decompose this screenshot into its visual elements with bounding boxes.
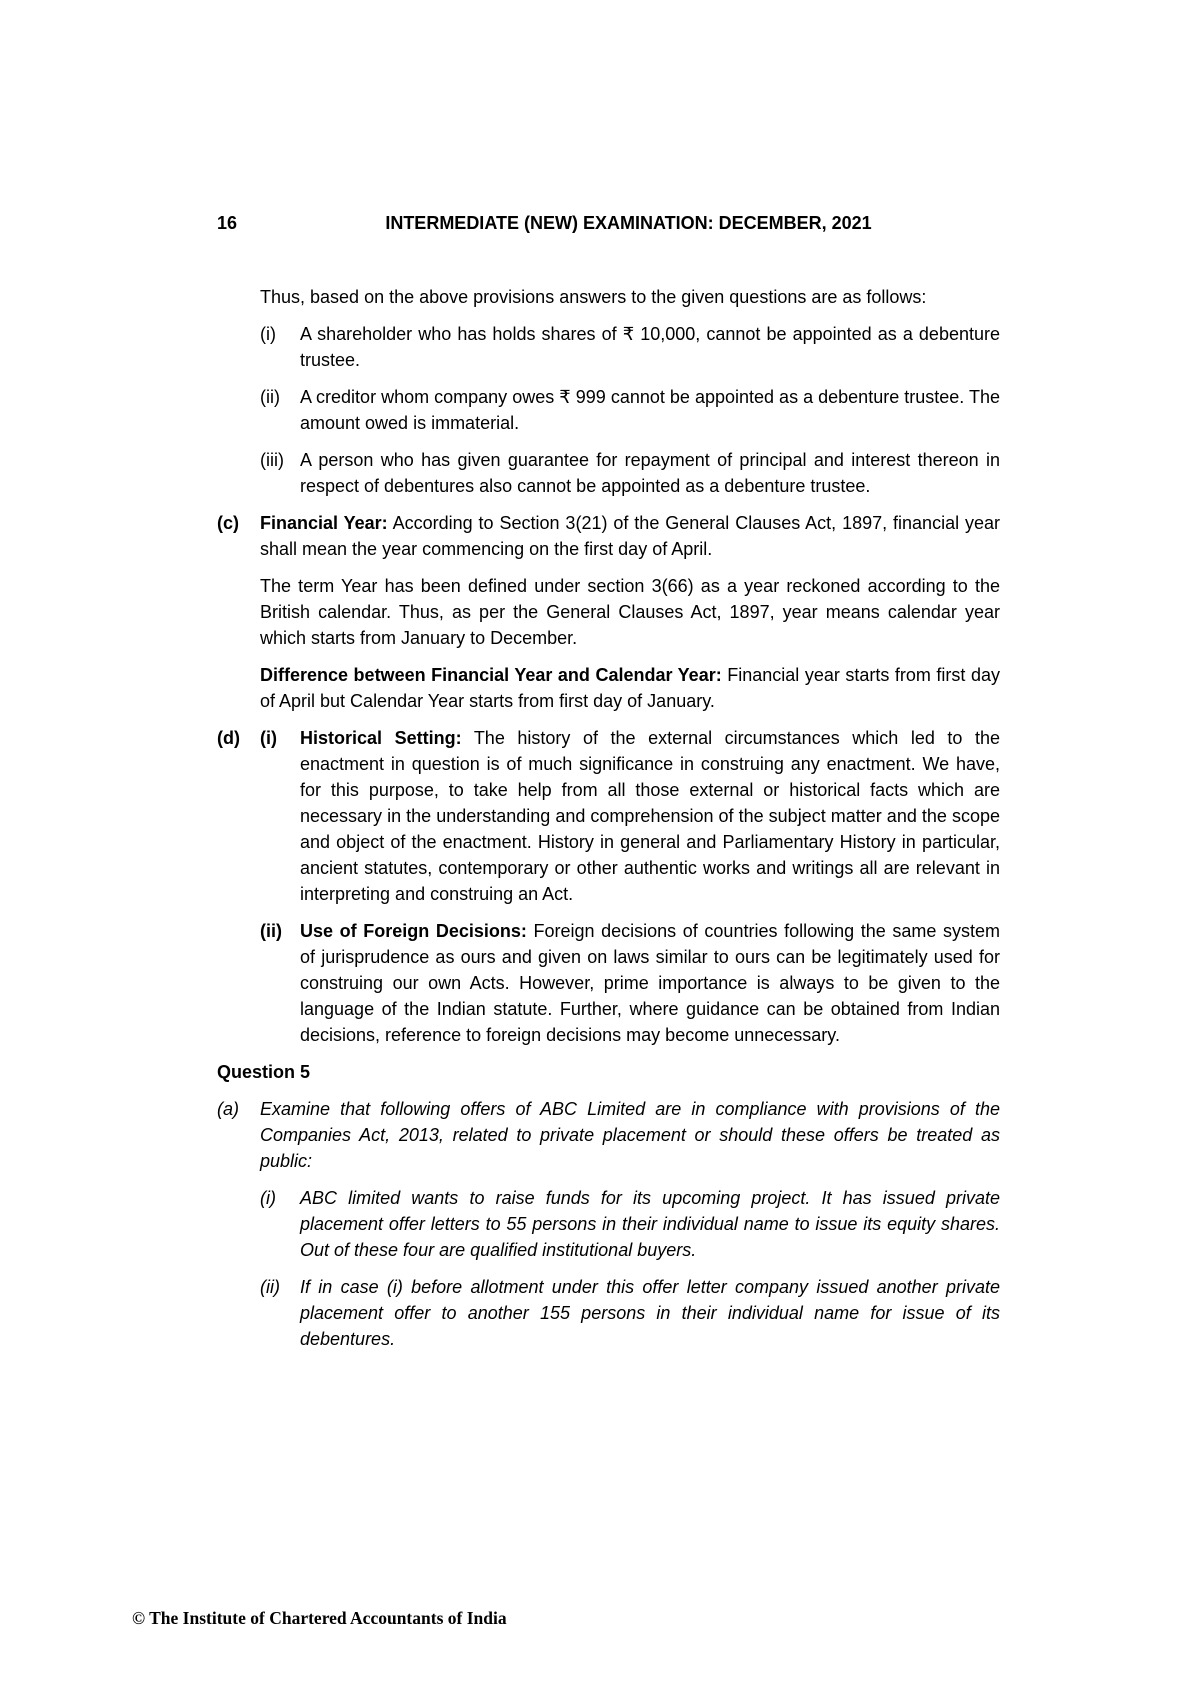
list-marker: (iii) xyxy=(260,450,284,470)
answer-point-text: A shareholder who has holds shares of ₹ 10,000, cannot be appointed as a debenture trustee. xyxy=(300,324,1000,370)
part-c-paragraph-3-lead: Difference between Financial Year and Calendar Year: xyxy=(260,665,722,685)
list-marker: (d) xyxy=(217,728,240,748)
question-5-part-a xyxy=(217,1096,1000,1352)
part-d-point-lead: Use of Foreign Decisions: xyxy=(300,921,527,941)
answer-point-i xyxy=(260,321,1000,373)
part-d-point-body: The history of the external circumstances which led to the enactment in question is of much significance in construing any enactment. We have, for this purpose, to take help from all those external or historical facts which are necessary in the understanding and comprehension of the subject matter and the scope and object of the enactment. History in general and Parliamentary History in particular, ancient statutes, contemporary or other authentic works and writings all are relevant in interpreting and construing an Act. xyxy=(300,728,1000,904)
question-5-point-i xyxy=(260,1185,1000,1263)
part-c-paragraph-3-body: Financial year starts from first day of April but Calendar Year starts from first day of January. xyxy=(260,665,1000,711)
part-c-paragraph-3 xyxy=(260,662,1000,714)
intro-paragraph: Thus, based on the above provisions answers to the given questions are as follows: xyxy=(260,287,927,307)
list-marker: (ii) xyxy=(260,387,280,407)
list-marker: (ii) xyxy=(260,921,282,941)
list-marker: (i) xyxy=(260,728,277,748)
part-d-point-body: Foreign decisions of countries following the same system of jurisprudence as ours and given on laws similar to ours can be legitimately used for construing our own Acts. However, prime importance is always to be given to the language of the Indian statute. Further, where guidance can be obtained from Indian decisions, reference to foreign decisions may become unnecessary. xyxy=(300,921,1000,1045)
part-c-text xyxy=(260,510,1000,562)
page-title: INTERMEDIATE (NEW) EXAMINATION: DECEMBER, 2021 xyxy=(385,213,872,233)
part-c-paragraph-2: The term Year has been defined under section 3(66) as a year reckoned according to the British calendar. Thus, as per the General Clauses Act, 1897, year means calendar year which starts from January to December. xyxy=(260,576,1000,648)
question-5-part-a-text: Examine that following offers of ABC Limited are in compliance with provisions of the Companies Act, 2013, related to private placement or should these offers be treated as public: xyxy=(260,1099,1000,1171)
page-header xyxy=(217,210,1000,236)
part-d-point-lead: Historical Setting: xyxy=(300,728,462,748)
part-c-lead: Financial Year: xyxy=(260,513,388,533)
part-d-point-i xyxy=(260,725,1000,907)
answer-point-ii xyxy=(260,384,1000,436)
question-5-point-ii xyxy=(260,1274,1000,1352)
question-5-heading: Question 5 xyxy=(217,1062,311,1082)
part-d xyxy=(217,725,1000,1048)
list-marker: (i) xyxy=(260,324,276,344)
question-5-point-text: ABC limited wants to raise funds for its upcoming project. It has issued private placement offer letters to 55 persons in their individual name to issue its equity shares. Out of these four are qualified institutional buyers. xyxy=(300,1188,1000,1260)
list-marker: (c) xyxy=(217,513,239,533)
part-c-body: According to Section 3(21) of the General Clauses Act, 1897, financial year shall mean the year commencing on the first day of April. xyxy=(260,513,1001,559)
question-5-point-text: If in case (i) before allotment under this offer letter company issued another private placement offer to another 155 persons in their individual name for issue of its debentures. xyxy=(300,1277,1000,1349)
list-marker: (i) xyxy=(260,1188,276,1208)
question-5-part-a-content xyxy=(260,1096,1000,1352)
answer-point-text: A creditor whom company owes ₹ 999 cannot be appointed as a debenture trustee. The amount owed is immaterial. xyxy=(300,387,1000,433)
part-d-points xyxy=(260,725,1000,1048)
copyright-footer: © The Institute of Chartered Accountants of India xyxy=(132,1608,507,1628)
answer-point-iii xyxy=(260,447,1000,499)
page-content xyxy=(217,210,1000,1363)
part-d-point-ii xyxy=(260,918,1000,1048)
list-marker: (ii) xyxy=(260,1277,280,1297)
page-number: 16 xyxy=(217,213,238,233)
part-c xyxy=(217,510,1000,562)
list-marker: (a) xyxy=(217,1099,239,1119)
part-d-point-text xyxy=(300,725,1000,907)
part-d-point-text xyxy=(300,918,1000,1048)
answer-point-text: A person who has given guarantee for repayment of principal and interest thereon in respect of debentures also cannot be appointed as a debenture trustee. xyxy=(300,450,1000,496)
